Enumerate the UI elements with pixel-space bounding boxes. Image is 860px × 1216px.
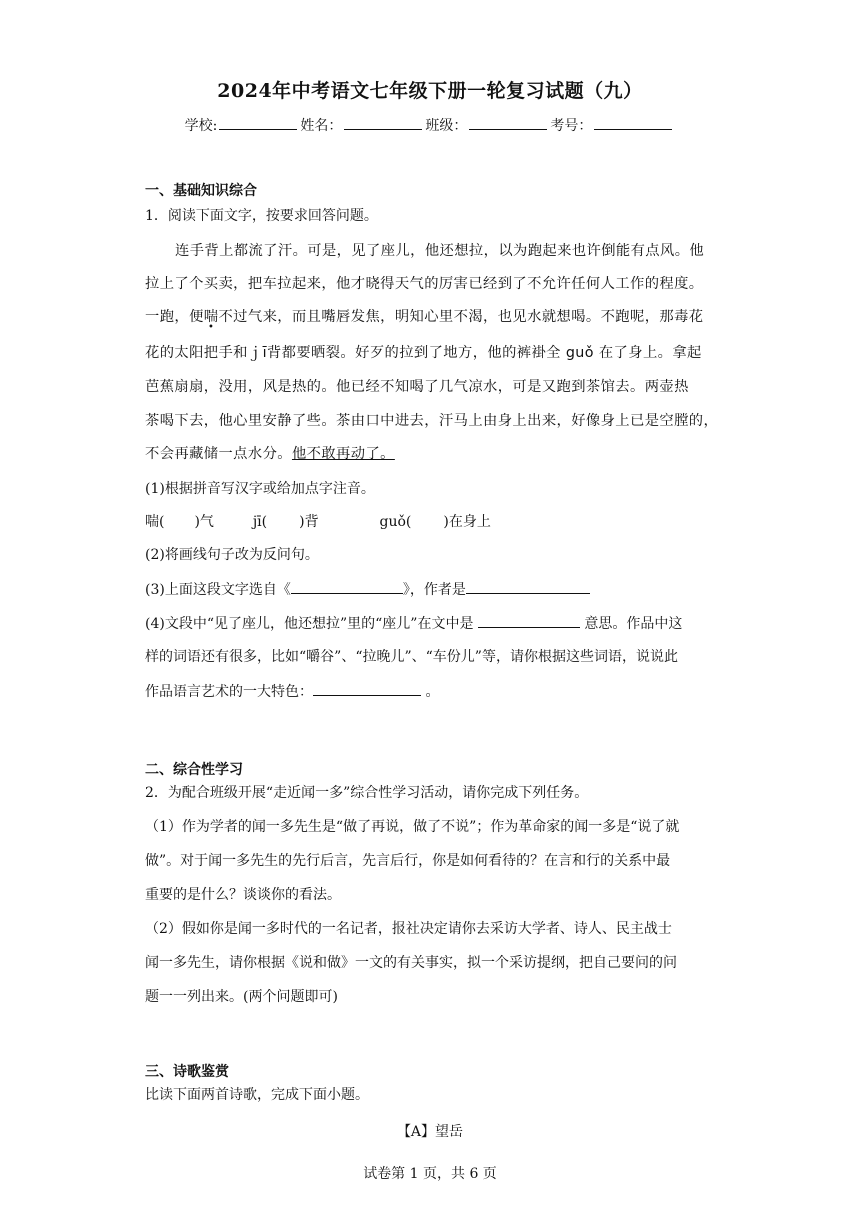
poem-title: 【A】望岳: [396, 1124, 464, 1140]
pinyin-item-c-start: guǒ(: [379, 514, 412, 530]
task-line: 题一一列出来。(两个问题即可): [145, 989, 338, 1005]
sub-question-3: [145, 579, 590, 600]
sub-question-4-line1: [145, 613, 682, 634]
pinyin-item-b-end: )背: [299, 514, 319, 530]
sub-question-4-line3: [145, 681, 439, 702]
exam-no-field[interactable]: [594, 117, 672, 130]
sub-question-2: (2)将画线句子改为反问句。: [145, 547, 319, 563]
student-info-line: [0, 115, 860, 135]
passage-line: [145, 443, 395, 463]
task-line: （2）假如你是闻一多时代的一名记者，报社决定请你去采访大学者、诗人、民主战士: [145, 921, 672, 937]
exam-no-label: 考号：: [550, 118, 593, 134]
class-label: 班级：: [425, 118, 468, 134]
sub-question-1: (1)根据拼音写汉字或给加点字注音。: [145, 481, 375, 497]
pinyin-item-b-start: jī(: [252, 514, 268, 530]
section-heading: 三、诗歌鉴赏: [145, 1064, 229, 1080]
task-line: 闻一多先生，请你根据《说和做》一文的有关事实，拟一个采访提纲，把自己要问的问: [145, 955, 677, 971]
task-line: （1）作为学者的闻一多先生是“做了再说，做了不说”；作为革命家的闻一多是“说了就: [145, 819, 680, 835]
feature-blank[interactable]: [313, 681, 421, 696]
name-label: 姓名：: [300, 118, 343, 134]
meaning-blank[interactable]: [478, 613, 580, 628]
section-heading: 二、综合性学习: [145, 762, 243, 778]
author-blank[interactable]: [466, 579, 590, 594]
section-heading: 一、基础知识综合: [145, 183, 257, 199]
passage-text: 不会再藏储一点水分。: [145, 446, 292, 462]
task-line: 重要的是什么？谈谈你的看法。: [145, 887, 341, 903]
passage-line: 花的太阳把手和ｊī背都要晒裂。好歹的拉到了地方，他的裤褂全 guǒ 在了身上。拿起: [145, 345, 702, 361]
page-footer: 试卷第 1 页，共 6 页: [363, 1166, 497, 1182]
sub4-text-a: (4)文段中“见了座儿，他还想拉”里的“座儿”在文中是: [145, 616, 474, 632]
emphasis-dot: •: [208, 322, 214, 333]
underlined-sentence: 他不敢再动了。: [291, 446, 395, 462]
class-field[interactable]: [469, 117, 547, 130]
pinyin-item-a-end: )气: [194, 514, 214, 530]
answer-row-1: [145, 512, 491, 532]
sub4-text-c: 作品语言艺术的一大特色：: [145, 684, 313, 700]
question-prompt: 1．阅读下面文字，按要求回答问题。: [145, 208, 378, 224]
passage-line: 连手背上都流了汗。可是，见了座儿，他还想拉，以为跑起来也许倒能有点风。他: [175, 243, 705, 259]
passage-line: 茶喝下去，他心里安静了些。茶由口中进去，汗马上由身上出来，好像身上已是空膛的，: [145, 413, 719, 429]
passage-line: 拉上了个买卖，把车拉起来，他才晓得天气的厉害已经到了不允许任何人工作的程度。: [145, 276, 704, 292]
question-prompt: 2．为配合班级开展“走近闻一多”综合性学习活动，请你完成下列任务。: [145, 785, 589, 801]
school-label: 学校:: [184, 118, 218, 134]
passage-line: 芭蕉扇扇，没用，风是热的。他已经不知喝了几气凉水，可是又跑到茶馆去。两壶热: [145, 379, 689, 395]
sub3-text-a: (3)上面这段文字选自《: [145, 582, 291, 598]
book-title-blank[interactable]: [291, 579, 403, 594]
task-line: 做”。对于闻一多先生的先行后言，先言后行，你是如何看待的？在言和行的关系中最: [145, 853, 671, 869]
school-field[interactable]: [219, 117, 297, 130]
name-field[interactable]: [344, 117, 422, 130]
sub4-text-b: 意思。作品中这: [584, 616, 683, 632]
sub3-text-b: 》，作者是: [402, 582, 466, 598]
passage-line: 一跑，便喘不过气来，而且嘴唇发焦，明知心里不渴，也见水就想喝。不跑呢，那毒花: [145, 309, 704, 325]
question-prompt: 比读下面两首诗歌，完成下面小题。: [145, 1087, 369, 1103]
pinyin-item-c-end: )在身上: [443, 514, 491, 530]
pinyin-item-a-start: 喘(: [145, 514, 165, 530]
page-title: 2024年中考语文七年级下册一轮复习试题（九）: [217, 80, 643, 102]
sub-question-4-line2: 样的词语还有很多，比如“嚼谷”、“拉晚儿”、“车份儿”等，请你根据这些词语，说说此: [145, 649, 678, 665]
sub4-text-d: 。: [425, 684, 440, 700]
